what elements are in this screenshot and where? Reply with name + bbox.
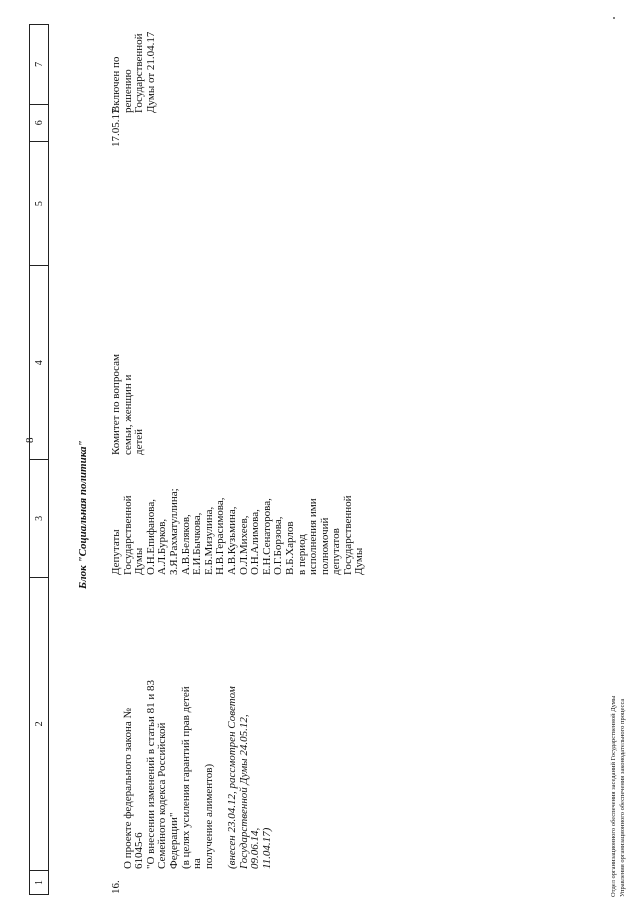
responsible-committee: Комитет по вопросам семьи, женщин и детей bbox=[110, 354, 146, 455]
column-header-6: 6 bbox=[30, 104, 48, 141]
bill-title-note: (внесен 23.04.12, рассмотрен Советом Государственной Думы 24.05.12, 09.06.14, 11.04.17) bbox=[225, 686, 273, 869]
note-cell: Включен по решению Государственной Думы от 21.04.17 bbox=[110, 31, 157, 113]
bill-title bbox=[111, 679, 285, 869]
column-header-7: 7 bbox=[33, 61, 45, 67]
column-header-3: 3 bbox=[30, 459, 48, 577]
column-header-2: 2 bbox=[30, 577, 48, 870]
row-number: 16. bbox=[110, 880, 122, 894]
date-cell: 17.05.17 bbox=[110, 108, 122, 147]
footer-department: Отдел организационного обеспечения заседаний Государственной Думы Управления организационного обеспечения законодательного процесса bbox=[610, 695, 626, 897]
page-number: 8 bbox=[24, 437, 36, 443]
block-title: Блок "Социальная политика" bbox=[77, 440, 89, 589]
bill-authors: Депутаты Государственной Думы О.Н.Епифанова, А.Л.Бурков, З.Я.Рахматуллина; А.В.Беляков, Е.И.Бычкова, Е.Б.Мизулина, Н.В.Герасимова, А.В.Кузьмина, О.Л.Михеев, О.Н.Алимова, Е.Н.Сенаторова, О.Г.Борзова, В.Б.Харлов в период исполнения ими полномочий депутатов Государственной Думы bbox=[110, 488, 366, 575]
column-header-row bbox=[29, 24, 49, 895]
column-header-4: 4 bbox=[30, 265, 48, 459]
column-header-5: 5 bbox=[30, 141, 48, 266]
column-header-1: 1 bbox=[30, 870, 48, 894]
bill-title-main: О проекте федерального закона № 61045-6 "О внесении изменений в статьи 81 и 83 Семейного кодекса Российской Федерации" (в целях усиления гарантий прав детей на получение алиментов) bbox=[121, 679, 215, 869]
scan-speck bbox=[613, 17, 615, 19]
